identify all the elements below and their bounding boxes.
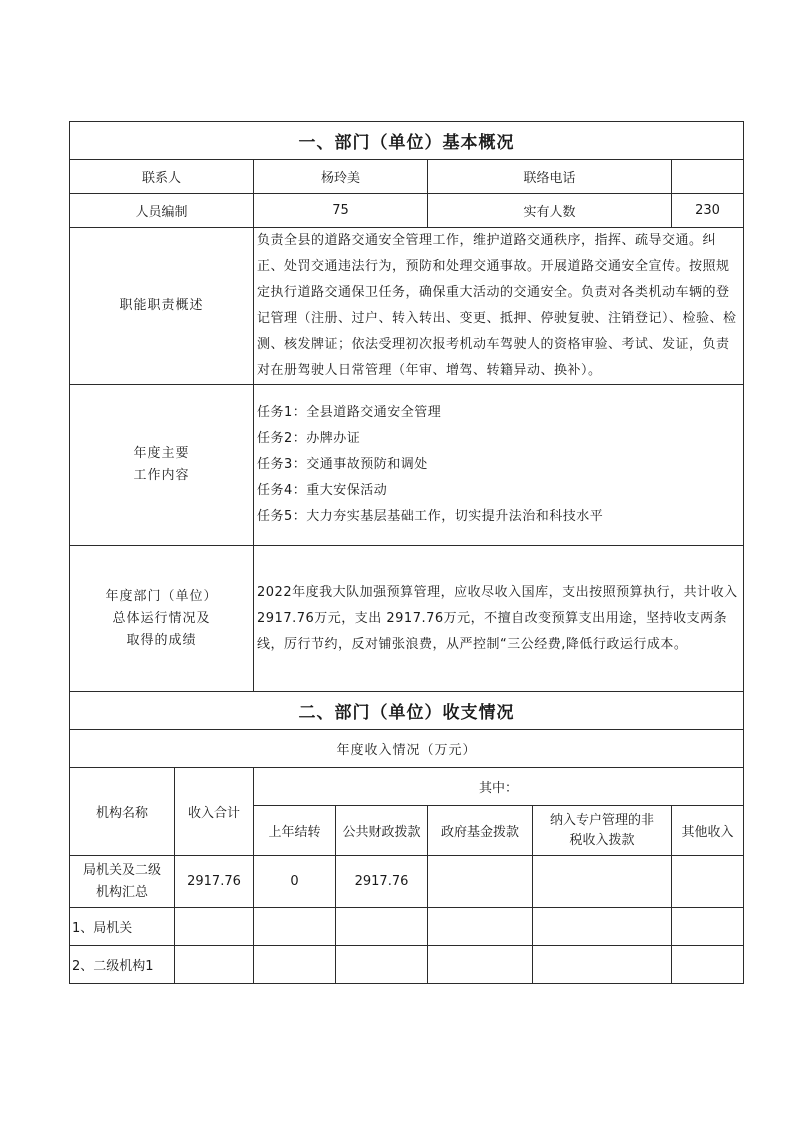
col-public-header: 公共财政拨款: [336, 806, 428, 856]
col-total-header: 收入合计: [175, 768, 254, 856]
section2-title: 二、部门（单位）收支情况: [70, 692, 744, 730]
performance-text: 2022年度我大队加强预算管理，应收尽收入国库，支出按照预算执行，共计收入2917.76万元，支出 2917.76万元，不擅自改变预算支出用途，坚持收支两条线，厉行节约，反对铺张浪费，从严控制“三公经费,降低行政运行成本。: [254, 546, 744, 692]
row-other: [672, 856, 744, 908]
row-public: [336, 946, 428, 984]
row-org-name: 1、局机关: [70, 908, 175, 946]
income-subtitle: 年度收入情况（万元）: [70, 730, 744, 768]
row-other: [672, 908, 744, 946]
performance-label-line-2: 总体运行情况及: [112, 610, 211, 626]
row-gov-fund: [428, 908, 533, 946]
form-table: [69, 121, 744, 984]
duty-text: 负责全县的道路交通安全管理工作，维护道路交通秩序，指挥、疏导交通。纠正、处罚交通违法行为，预防和处理交通事故。开展道路交通安全宣传。按照规定执行道路交通保卫任务，确保重大活动的交通安全。负责对各类机动车辆的登记管理（注册、过户、转入转出、变更、抵押、停驶复驶、注销登记）、检验、检测、核发牌证；依法受理初次报考机动车驾驶人的资格审验、考试、发证，负责对在册驾驶人日常管理（年审、增驾、转籍异动、换补）。: [254, 228, 744, 385]
staff-quota-label: 人员编制: [70, 194, 254, 228]
section1-title: 一、部门（单位）基本概况: [70, 122, 744, 160]
work-label: [70, 385, 254, 546]
contact-label: 联系人: [70, 160, 254, 194]
row-public: 2917.76: [336, 856, 428, 908]
performance-label: [70, 546, 254, 692]
row-total: 2917.76: [175, 856, 254, 908]
work-label-line-1: 年度主要: [133, 446, 190, 461]
task-item: 任务5：大力夯实基层基础工作，切实提升法治和科技水平: [257, 509, 604, 524]
row-nontax: [533, 908, 672, 946]
col-other-header: 其他收入: [672, 806, 744, 856]
actual-staff-value: 230: [672, 194, 744, 228]
row-org-name: [70, 856, 175, 908]
table-row: [70, 946, 744, 984]
row-carry: [254, 946, 336, 984]
performance-label-line-1: 年度部门（单位）: [105, 588, 218, 604]
task-item: 任务4：重大安保活动: [257, 483, 388, 498]
task-item: 任务1：全县道路交通安全管理: [257, 405, 442, 420]
task-item: 任务2：办牌办证: [257, 431, 361, 446]
col-of-which-header: 其中：: [254, 768, 744, 806]
duty-label: 职能职责概述: [70, 228, 254, 385]
row-public: [336, 908, 428, 946]
col-nontax-header: [533, 806, 672, 856]
row-gov-fund: [428, 946, 533, 984]
col-nontax-line-2: 税收入拨款: [569, 832, 635, 848]
row-nontax: [533, 946, 672, 984]
phone-value: [672, 160, 744, 194]
work-label-line-2: 工作内容: [133, 468, 190, 483]
col-gov-fund-header: 政府基金拨款: [428, 806, 533, 856]
task-list: [254, 385, 744, 546]
actual-staff-label: 实有人数: [428, 194, 672, 228]
row-total: [175, 946, 254, 984]
row-org-name-line-2: 机构汇总: [95, 884, 148, 900]
row-org-name-line-1: 局机关及二级: [82, 862, 161, 878]
task-item: 任务3：交通事故预防和调处: [257, 457, 428, 472]
row-total: [175, 908, 254, 946]
row-nontax: [533, 856, 672, 908]
row-carry: 0: [254, 856, 336, 908]
col-carry-header: 上年结转: [254, 806, 336, 856]
col-org-header: 机构名称: [70, 768, 175, 856]
table-row: [70, 856, 744, 908]
row-gov-fund: [428, 856, 533, 908]
row-other: [672, 946, 744, 984]
performance-label-line-3: 取得的成绩: [126, 632, 197, 648]
row-carry: [254, 908, 336, 946]
table-row: [70, 908, 744, 946]
phone-label: 联络电话: [428, 160, 672, 194]
row-org-name: 2、二级机构1: [70, 946, 175, 984]
col-nontax-line-1: 纳入专户管理的非: [549, 812, 654, 828]
staff-quota-value: 75: [254, 194, 428, 228]
contact-name: 杨玲美: [254, 160, 428, 194]
document-page: [69, 121, 743, 984]
